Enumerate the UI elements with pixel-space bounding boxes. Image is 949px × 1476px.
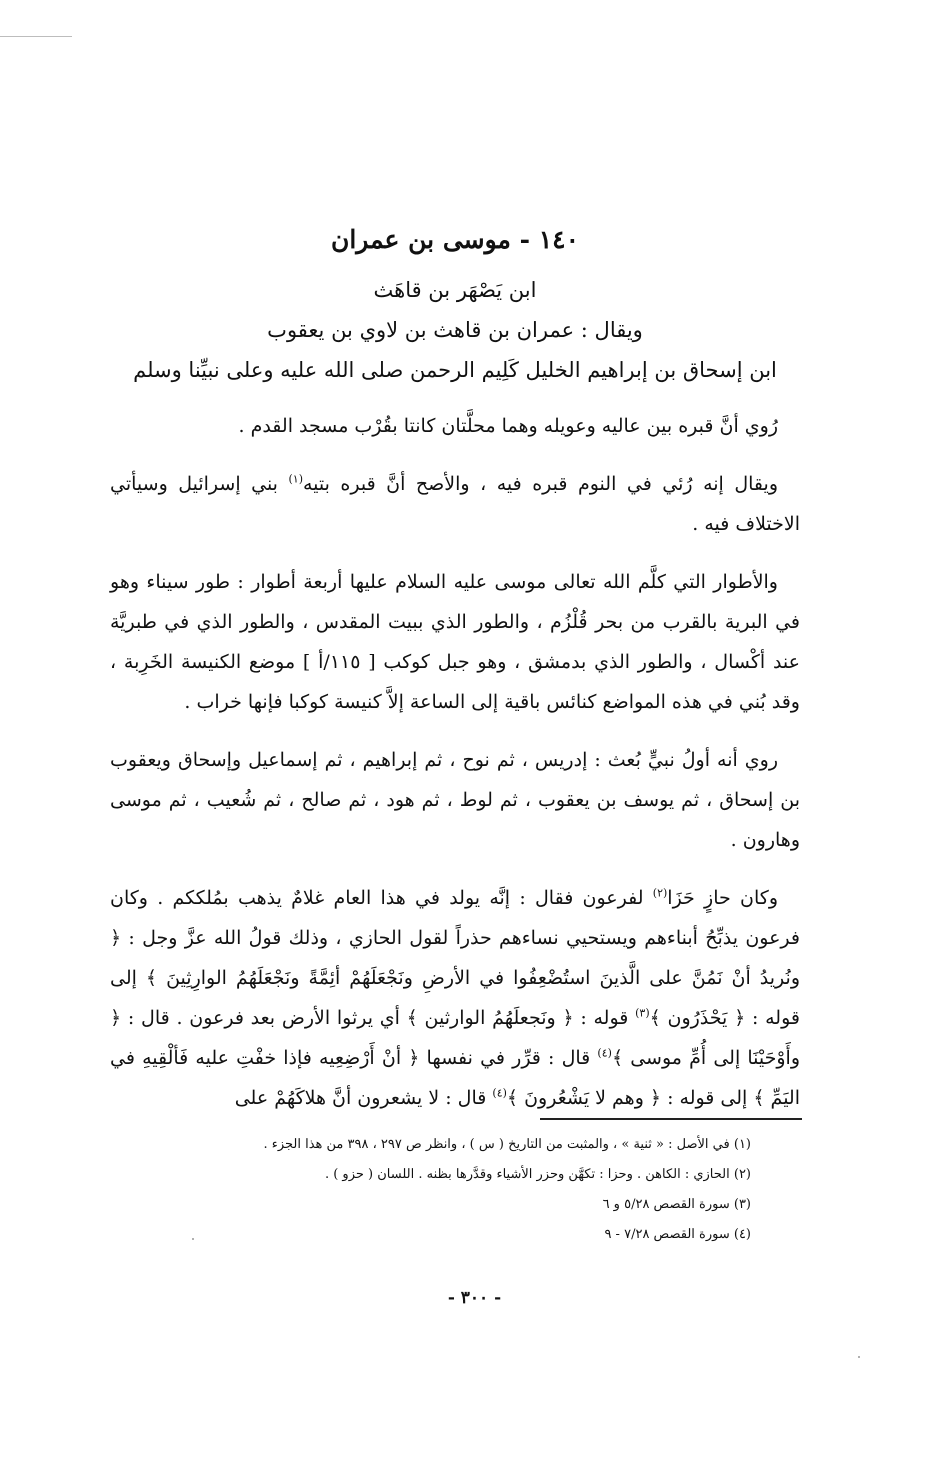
footnote-4: (٤) سورة القصص ٧/٢٨ - ٩ (604, 1227, 751, 1242)
paragraph-dream (110, 464, 800, 544)
paragraph-grave: رُوي أنَّ قبره بين عاليه وعويله وهما محلَّتان كانتا بقُرْب مسجد القدم . (238, 415, 778, 437)
lineage-line-3: ابن إسحاق بن إبراهيم الخليل كَلِيم الرحمن صلى الله عليه وعلى نبيِّنا وسلم (133, 358, 777, 382)
pharaoh-text-4: قال : قرِّر في نفسها ﴿ أنْ أَرْضِعِيه فإذا خفْتِ عليه فَألْقِيهِ في اليَمِّ ﴾ إلى قوله : ﴿ وهم لا يَشْعُرونَ ﴾ (110, 1047, 800, 1109)
footnotes (151, 1130, 751, 1250)
lineage-line-2: ويقال : عمران بن قاهث بن لاوي بن يعقوب (267, 318, 643, 342)
paragraph-mountains: والأطوار التي كلَّم الله تعالى موسى عليه السلام عليها أربعة أطوار : طور سيناء وهو في البرية بالقرب من بحر قُلْزُم ، والطور الذي ببيت المقدس ، والطور الذي في طبريَّة عند أكْسال ، والطور الذي بدمشق ، وهو جبل كوكب [ ١١٥/أ ] موضع الكنيسة الخَرِبة ، وقد بُني في هذه المواضع كنائس باقية إلى الساعة إلاَّ كنيسة كوكبا فإنها خراب . (110, 571, 800, 713)
scan-speck (858, 1356, 860, 1358)
scan-speck (192, 1238, 194, 1240)
footnote-2: (٢) الحازي : الكاهن . وحزا : تكهَّن وحزر الأشياء وقدَّرها بظنه . اللسان ( حزو ) . (324, 1167, 751, 1182)
paragraph-prophets: روي أنه أولُ نبيٍّ بُعث : إدريس ، ثم نوح ، ثم إبراهيم ، ثم إسماعيل وإسحاق ويعقوب بن إسحاق ، ثم يوسف بن يعقوب ، ثم لوط ، ثم هود ، ثم صالح ، ثم شُعيب ، ثم موسى وهارون . (110, 749, 800, 851)
paragraph-pharaoh (110, 878, 800, 1118)
page-number: - ٣٠٠ - (447, 1288, 502, 1308)
footnote-ref-1: (١) (288, 472, 303, 486)
pharaoh-text-3: قوله : ﴿ ونَجعلَهُمُ الوارثين ﴾ أي يرثوا الأرض بعد فرعون . قال : ﴿ وأَوْحَيْنَا إلى أُمِّ موسى ﴾ (110, 1007, 800, 1069)
paragraph-dream-text-2: بني إسرائيل وسيأتي الاختلاف فيه . (110, 473, 800, 535)
footnote-ref-3: (٣) (635, 1006, 650, 1020)
footnote-separator (540, 1118, 802, 1120)
scan-edge-mark (0, 36, 72, 37)
footnote-ref-4b: (٤) (492, 1086, 507, 1100)
pharaoh-text-1: وكان حازٍ حَزَا (667, 887, 778, 909)
entry-title: ١٤٠ - موسى بن عمران (330, 225, 580, 254)
footnote-ref-4a: (٤) (597, 1046, 612, 1060)
entry-header (110, 222, 800, 390)
footnote-3: (٣) سورة القصص ٥/٢٨ و ٦ (602, 1197, 751, 1212)
paragraph-dream-text-1: ويقال إنه رُئي في النوم قبره فيه ، والأصح أنَّ قبره بتيه (302, 473, 778, 495)
lineage-line-1: ابن يَصْهَر بن قاهَث (373, 278, 537, 302)
footnote-1: (١) في الأصل : « ثنية » ، والمثبت من التاريخ ( س ) ، وانظر ص ٢٩٧ ، ٣٩٨ من هذا الجزء . (263, 1137, 751, 1152)
pharaoh-text-5: قال : لا يشعرون أنَّ هلاكَهُمْ على (234, 1087, 493, 1109)
pharaoh-text-2: لفرعون فقال : إنَّه يولد في هذا العام غلامٌ يذهب بمُلككم . وكان فرعون يذبِّحُ أبناءهم ويستحيي نساءهم حذراً لقول الحازي ، وذلك قولُ الله عزَّ وجل : ﴿ ونُريدُ أنْ نَمُنَّ على الَّذينَ استُضْعِفُوا في الأرضِ ونَجْعَلَهُمْ أئِمَّةً ونَجْعَلَهُمُ الوارِثِينَ ﴾ إلى قوله : ﴿ يَحْذَرُون ﴾ (110, 887, 800, 1029)
page-body (110, 222, 800, 1136)
footnote-ref-2: (٢) (652, 886, 668, 900)
